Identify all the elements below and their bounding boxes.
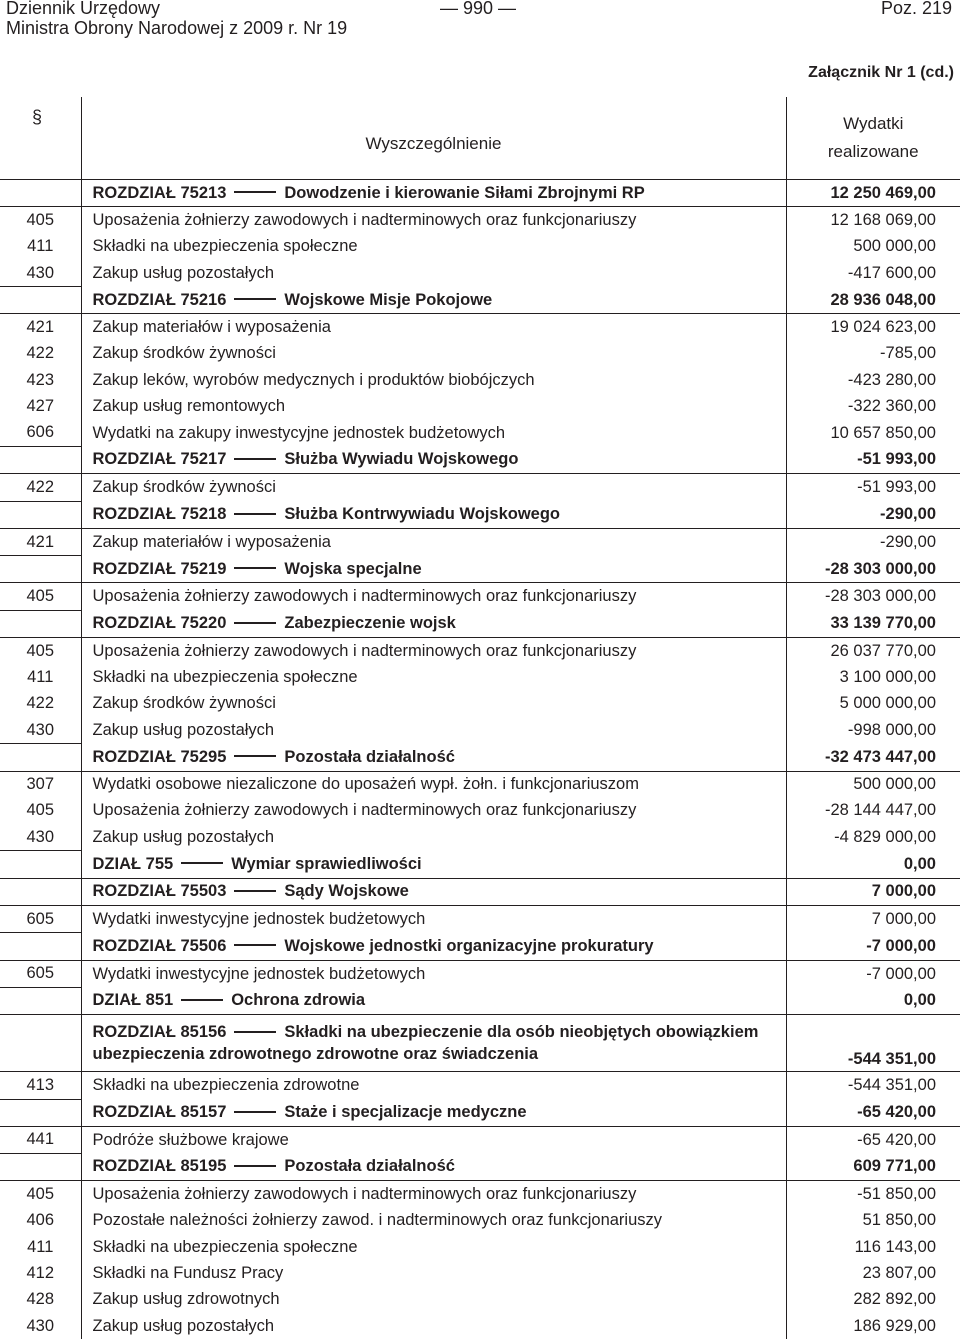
paragraph-cell: 405 [0,1181,81,1208]
section-row [0,878,960,905]
table-row [0,717,960,744]
em-dash-separator [234,298,276,300]
paragraph-cell [0,180,81,207]
section-title-cell [81,446,786,473]
paragraph-cell: 405 [0,207,81,234]
description-cell: Uposażenia żołnierzy zawodowych i nadterminowych oraz funkcjonariuszy [81,638,786,665]
paragraph-cell: 605 [0,960,81,987]
section-row [0,987,960,1014]
section-name: Składki na ubezpieczenie dla osób nieobjętych obowiązkiem ubezpieczenia zdrowotnego zdrowotne oraz świadczenia [93,1023,759,1063]
table-row [0,798,960,824]
amount-cell: -417 600,00 [786,260,960,287]
em-dash-separator [234,890,276,892]
section-title-cell [81,556,786,583]
amount-cell: -28 303 000,00 [786,583,960,610]
description-cell: Składki na ubezpieczenia społeczne [81,1234,786,1260]
description-cell: Zakup leków, wyrobów medycznych i produktów biobójczych [81,367,786,393]
amount-cell: -51 993,00 [786,474,960,501]
amount-cell: 186 929,00 [786,1313,960,1339]
section-row [0,1099,960,1126]
paragraph-cell: 423 [0,367,81,393]
table-row [0,691,960,717]
description-cell: Składki na ubezpieczenia społeczne [81,664,786,690]
amount-cell: -544 351,00 [786,1015,960,1072]
em-dash-separator [234,1165,276,1167]
paragraph-cell [0,287,81,314]
amount-cell: -28 303 000,00 [786,556,960,583]
amount-cell: -423 280,00 [786,367,960,393]
em-dash-separator [234,944,276,946]
paragraph-cell: 428 [0,1287,81,1313]
position-number: Poz. 219 [881,0,952,19]
table-row [0,1234,960,1260]
table-row [0,638,960,665]
section-row [0,556,960,583]
section-row [0,287,960,314]
page-number: — 990 — [440,0,516,19]
paragraph-cell: 405 [0,583,81,610]
amount-cell: 33 139 770,00 [786,610,960,637]
paragraph-cell: 605 [0,906,81,933]
table-header [0,97,960,180]
paragraph-cell: 427 [0,393,81,419]
em-dash-separator [181,862,223,864]
amount-cell: 282 892,00 [786,1287,960,1313]
paragraph-cell [0,744,81,771]
section-title-cell [81,744,786,771]
section-row [0,446,960,473]
section-name: Pozostała działalność [284,1157,455,1175]
section-name: Służba Kontrwywiadu Wojskowego [284,505,560,523]
paragraph-cell: 411 [0,1234,81,1260]
paragraph-cell: 411 [0,234,81,260]
paragraph-cell: 405 [0,638,81,665]
amount-cell: 12 250 469,00 [786,180,960,207]
description-cell: Wydatki osobowe niezaliczone do uposażeń wypł. żołn. i funkcjonariuszom [81,771,786,798]
em-dash-separator [234,755,276,757]
em-dash-separator [181,999,223,1001]
section-code: ROZDZIAŁ 75220 [93,614,227,632]
journal-title: Dziennik Urzędowy [6,0,160,19]
paragraph-cell: 430 [0,260,81,287]
paragraph-cell [0,1099,81,1126]
description-cell: Zakup usług remontowych [81,393,786,419]
amount-cell: 12 168 069,00 [786,207,960,234]
amount-column-header [786,97,960,180]
paragraph-cell: 421 [0,528,81,555]
em-dash-separator [234,458,276,460]
section-row [0,1015,960,1072]
em-dash-separator [234,622,276,624]
description-cell: Zakup usług pozostałych [81,717,786,744]
table-row [0,1126,960,1153]
description-cell: Wydatki na zakupy inwestycyjne jednostek budżetowych [81,420,786,447]
section-code: ROZDZIAŁ 75503 [93,882,227,900]
amount-cell: -7 000,00 [786,933,960,960]
paragraph-cell [0,610,81,637]
paragraph-cell: 441 [0,1126,81,1153]
description-cell: Zakup środków żywności [81,474,786,501]
section-code: ROZDZIAŁ 75217 [93,450,227,468]
section-name: Służba Wywiadu Wojskowego [284,450,518,468]
description-cell: Zakup usług pozostałych [81,260,786,287]
section-code: ROZDZIAŁ 75219 [93,560,227,578]
section-title-cell [81,180,786,207]
table-row [0,664,960,690]
description-cell: Zakup usług pozostałych [81,824,786,851]
table-body [0,180,960,1339]
amount-cell: -65 420,00 [786,1126,960,1153]
description-cell: Uposażenia żołnierzy zawodowych i nadterminowych oraz funkcjonariuszy [81,583,786,610]
em-dash-separator [234,513,276,515]
paragraph-cell: 412 [0,1260,81,1286]
section-code: ROZDZIAŁ 75506 [93,937,227,955]
section-code: ROZDZIAŁ 85156 [93,1023,227,1041]
table-row [0,314,960,341]
paragraph-cell: 421 [0,314,81,341]
section-code: DZIAŁ 755 [93,855,174,873]
section-code: ROZDZIAŁ 75218 [93,505,227,523]
table-row [0,393,960,419]
paragraph-cell [0,1154,81,1181]
ministry-line: Ministra Obrony Narodowej z 2009 r. Nr 19 [6,18,347,39]
amount-cell: 3 100 000,00 [786,664,960,690]
description-cell: Uposażenia żołnierzy zawodowych i nadterminowych oraz funkcjonariuszy [81,1181,786,1208]
paragraph-cell: 422 [0,691,81,717]
paragraph-cell: 422 [0,474,81,501]
amount-cell: 19 024 623,00 [786,314,960,341]
section-title-cell [81,1154,786,1181]
amount-cell: -544 351,00 [786,1072,960,1099]
amount-cell: -51 993,00 [786,446,960,473]
amount-cell: 26 037 770,00 [786,638,960,665]
amount-cell: 500 000,00 [786,234,960,260]
table-row [0,367,960,393]
paragraph-cell: 606 [0,420,81,447]
amount-cell: -998 000,00 [786,717,960,744]
table-row [0,420,960,447]
section-code: DZIAŁ 851 [93,991,174,1009]
paragraph-cell [0,1015,81,1072]
paragraph-cell: 411 [0,664,81,690]
expenditure-table [0,97,960,1339]
paragraph-cell: 422 [0,341,81,367]
section-name: Dowodzenie i kierowanie Siłami Zbrojnymi RP [284,184,644,202]
amount-cell: 7 000,00 [786,878,960,905]
paragraph-cell [0,446,81,473]
paragraph-cell [0,556,81,583]
section-row [0,501,960,528]
table-row [0,824,960,851]
section-code: ROZDZIAŁ 85157 [93,1103,227,1121]
section-name: Sądy Wojskowe [284,882,408,900]
table-row [0,1072,960,1099]
amount-cell: 500 000,00 [786,771,960,798]
description-cell: Podróże służbowe krajowe [81,1126,786,1153]
amount-cell: -290,00 [786,501,960,528]
section-name: Wojskowe jednostki organizacyjne prokuratury [284,937,653,955]
table-row [0,1313,960,1339]
section-title-cell [81,501,786,528]
section-name: Pozostała działalność [284,748,455,766]
section-title-cell [81,933,786,960]
paragraph-cell: 430 [0,717,81,744]
table-row [0,771,960,798]
em-dash-separator [234,191,276,193]
amount-cell: 51 850,00 [786,1208,960,1234]
section-code: ROZDZIAŁ 85195 [93,1157,227,1175]
section-title-cell [81,1015,786,1072]
description-cell: Wydatki inwestycyjne jednostek budżetowych [81,906,786,933]
section-name: Wojskowe Misje Pokojowe [284,291,492,309]
annex-label: Załącznik Nr 1 (cd.) [808,64,954,82]
paragraph-cell [0,851,81,878]
section-title-cell [81,610,786,637]
section-row [0,610,960,637]
amount-cell: 7 000,00 [786,906,960,933]
section-row [0,180,960,207]
amount-cell: -785,00 [786,341,960,367]
amount-cell: -65 420,00 [786,1099,960,1126]
amount-header-line2: realizowane [787,138,960,166]
em-dash-separator [234,1031,276,1033]
table-row [0,1181,960,1208]
amount-cell: -4 829 000,00 [786,824,960,851]
description-cell: Zakup środków żywności [81,341,786,367]
description-cell: Zakup usług pozostałych [81,1313,786,1339]
description-column-header: Wyszczególnienie [81,97,786,180]
table-row [0,1260,960,1286]
section-code: ROZDZIAŁ 75216 [93,291,227,309]
amount-cell: 28 936 048,00 [786,287,960,314]
section-title-cell [81,987,786,1014]
section-row [0,744,960,771]
section-row [0,933,960,960]
amount-cell: 5 000 000,00 [786,691,960,717]
description-cell: Składki na ubezpieczenia społeczne [81,234,786,260]
amount-cell: -51 850,00 [786,1181,960,1208]
amount-cell: 0,00 [786,851,960,878]
table-row [0,1208,960,1234]
paragraph-cell: 430 [0,1313,81,1339]
table-row [0,207,960,234]
table-row [0,260,960,287]
paragraph-cell: 405 [0,798,81,824]
description-cell: Zakup usług zdrowotnych [81,1287,786,1313]
section-title-cell [81,878,786,905]
paragraph-cell [0,933,81,960]
section-name: Zabezpieczenie wojsk [284,614,455,632]
amount-cell: 116 143,00 [786,1234,960,1260]
em-dash-separator [234,1111,276,1113]
description-cell: Zakup środków żywności [81,691,786,717]
description-cell: Składki na Fundusz Pracy [81,1260,786,1286]
description-cell: Wydatki inwestycyjne jednostek budżetowych [81,960,786,987]
section-row [0,1154,960,1181]
amount-header-line1: Wydatki [787,110,960,138]
paragraph-cell [0,878,81,905]
section-name: Staże i specjalizacje medyczne [284,1103,526,1121]
amount-cell: -28 144 447,00 [786,798,960,824]
description-cell: Zakup materiałów i wyposażenia [81,314,786,341]
paragraph-cell [0,501,81,528]
em-dash-separator [234,567,276,569]
paragraph-cell: 307 [0,771,81,798]
paragraph-cell [0,987,81,1014]
amount-cell: -290,00 [786,528,960,555]
paragraph-cell: 406 [0,1208,81,1234]
section-code: ROZDZIAŁ 75213 [93,184,227,202]
section-row [0,851,960,878]
section-name: Ochrona zdrowia [231,991,365,1009]
paragraph-cell: 413 [0,1072,81,1099]
table-row [0,1287,960,1313]
description-cell: Zakup materiałów i wyposażenia [81,528,786,555]
description-cell: Składki na ubezpieczenia zdrowotne [81,1072,786,1099]
section-title-cell [81,1099,786,1126]
table-row [0,234,960,260]
table-row [0,960,960,987]
amount-cell: 0,00 [786,987,960,1014]
paragraph-column-header: § [0,97,81,180]
page-header [0,0,960,60]
table-row [0,906,960,933]
description-cell: Uposażenia żołnierzy zawodowych i nadterminowych oraz funkcjonariuszy [81,207,786,234]
table-row [0,474,960,501]
paragraph-cell: 430 [0,824,81,851]
amount-cell: 609 771,00 [786,1154,960,1181]
section-code: ROZDZIAŁ 75295 [93,748,227,766]
table-row [0,341,960,367]
table-row [0,583,960,610]
amount-cell: 10 657 850,00 [786,420,960,447]
section-title-cell [81,851,786,878]
description-cell: Pozostałe należności żołnierzy zawod. i nadterminowych oraz funkcjonariuszy [81,1208,786,1234]
amount-cell: -32 473 447,00 [786,744,960,771]
table-row [0,528,960,555]
section-title-cell [81,287,786,314]
amount-cell: -322 360,00 [786,393,960,419]
amount-cell: -7 000,00 [786,960,960,987]
amount-cell: 23 807,00 [786,1260,960,1286]
description-cell: Uposażenia żołnierzy zawodowych i nadterminowych oraz funkcjonariuszy [81,798,786,824]
section-name: Wymiar sprawiedliwości [231,855,421,873]
section-name: Wojska specjalne [284,560,421,578]
